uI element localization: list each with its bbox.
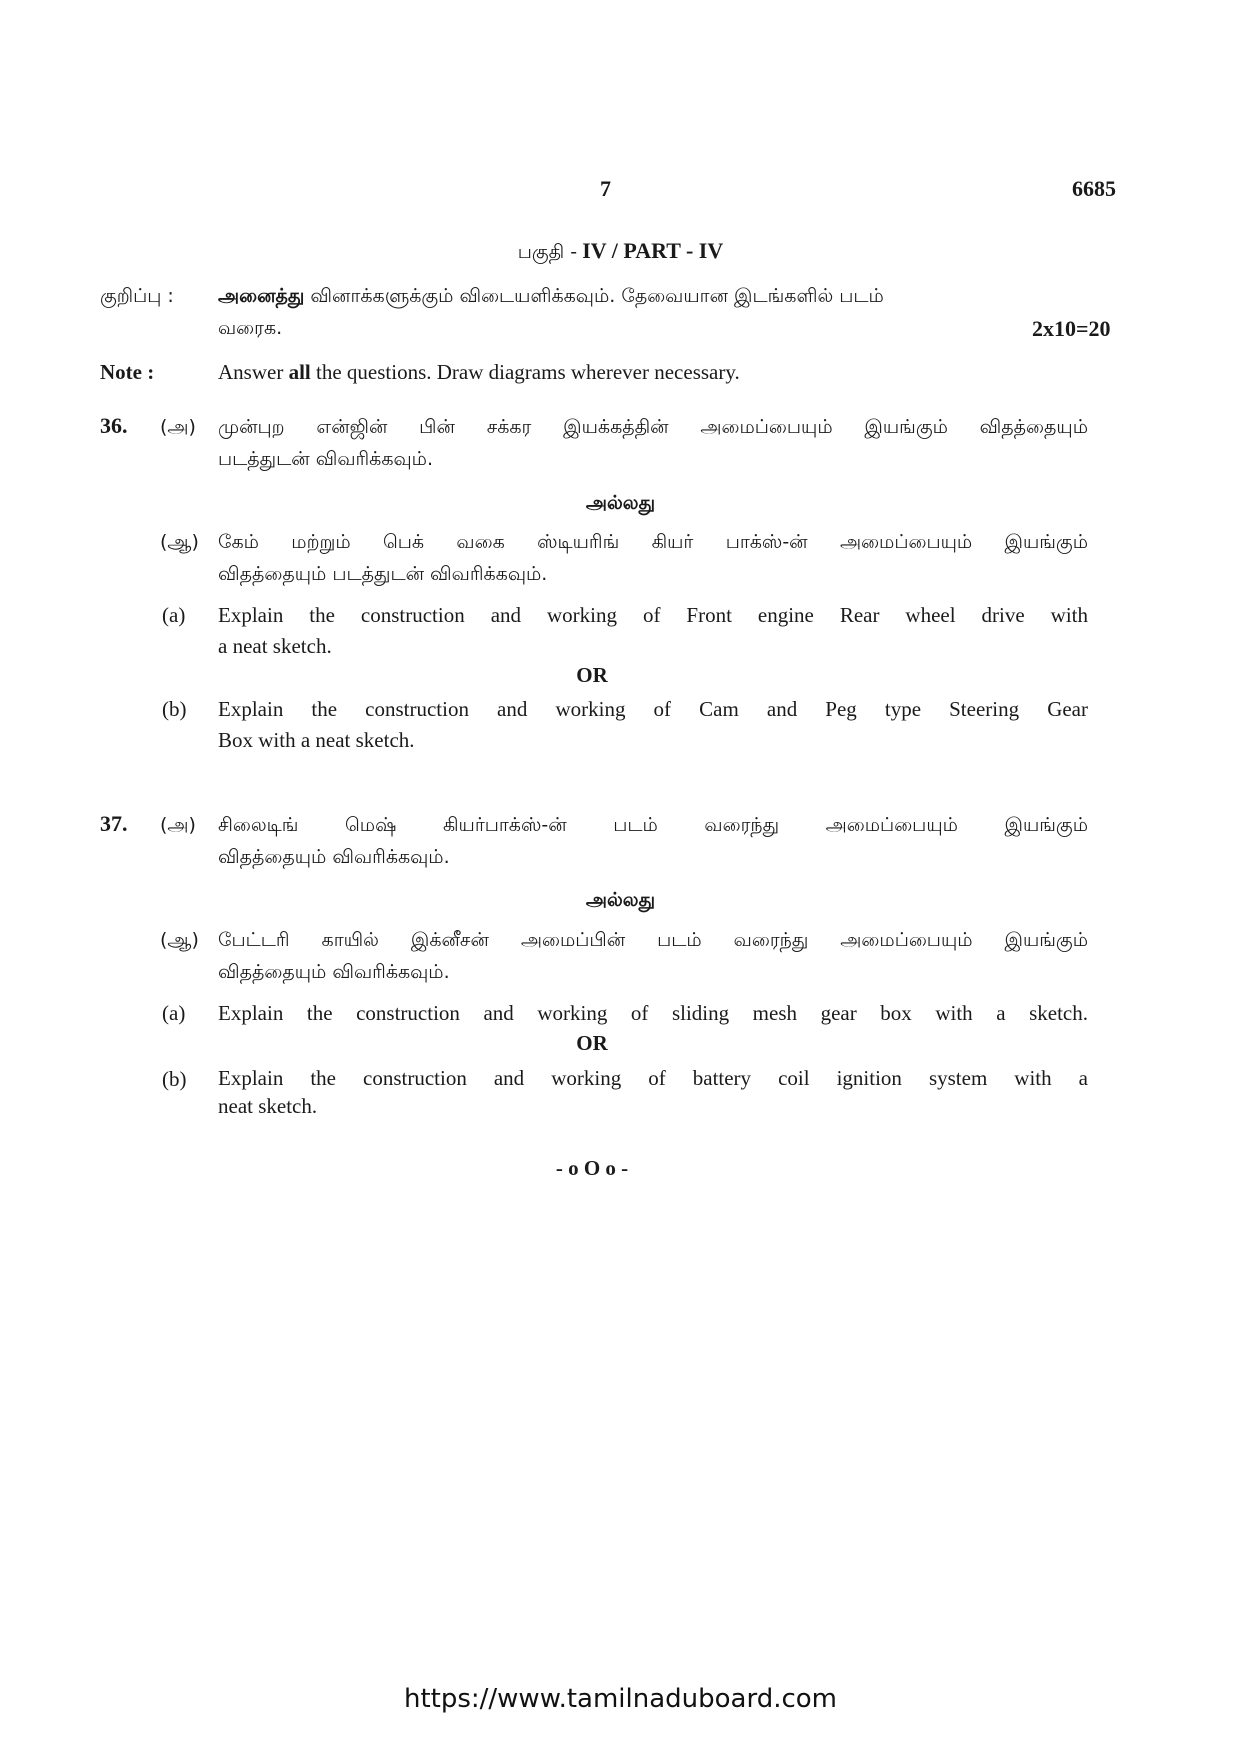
or-tamil: அல்லது (585, 492, 656, 514)
part-title-tamil: பகுதி - (517, 241, 578, 263)
question-text-line: Explain the construction and working of sliding mesh gear box with a sketch. (218, 1001, 1088, 1025)
question-37-english-a (218, 998, 1088, 1029)
option-label: (a) (162, 603, 186, 627)
option-label: (ஆ) (160, 531, 199, 553)
question-36-english-a (218, 600, 1088, 662)
question-text-line: விதத்தையும் படத்துடன் விவரிக்கவும். (218, 563, 548, 585)
question-text-line: படத்துடன் விவரிக்கவும். (218, 448, 433, 470)
paper-code: 6685 (1072, 176, 1116, 201)
question-37-tamil-b (218, 924, 1088, 988)
note-tamil-bold: அனைத்து (218, 285, 305, 307)
question-text-line: விதத்தையும் விவரிக்கவும். (218, 961, 450, 983)
question-number: 37. (100, 811, 128, 836)
option-label: (அ) (160, 814, 196, 836)
note-tamil-line1 (218, 280, 1078, 312)
option-label: (b) (162, 1067, 187, 1091)
question-text-line: neat sketch. (218, 1094, 318, 1118)
or-tamil: அல்லது (585, 889, 656, 911)
note-tamil-label: குறிப்பு : (100, 285, 174, 307)
option-label: (அ) (160, 416, 196, 438)
option-label: (b) (162, 697, 187, 721)
question-36-tamil-b (218, 526, 1088, 590)
question-text-line: கேம் மற்றும் பெக் வகை ஸ்டியரிங் கியர் பாக்ஸ்-ன் அமைப்பையும் இயங்கும் (218, 531, 1088, 553)
question-text-line: முன்புற என்ஜின் பின் சக்கர இயக்கத்தின் அமைப்பையும் இயங்கும் விதத்தையும் (218, 416, 1088, 438)
question-36-english-b (218, 694, 1088, 756)
question-text-line: Explain the construction and working of battery coil ignition system with a (218, 1066, 1088, 1090)
note-english-text (218, 357, 740, 388)
note-tamil-line2: வரைக. (218, 317, 283, 339)
or-english: OR (576, 1031, 608, 1055)
question-text-line: சிலைடிங் மெஷ் கியர்பாக்ஸ்-ன் படம் வரைந்து அமைப்பையும் இயங்கும் (218, 814, 1088, 836)
note-english-bold: all (288, 360, 311, 384)
question-text-line: Box with a neat sketch. (218, 728, 415, 752)
question-37-english-b (218, 1064, 1088, 1120)
option-label: (ஆ) (160, 929, 199, 951)
note-english-label: Note : (100, 360, 155, 384)
question-text-line: a neat sketch. (218, 634, 332, 658)
question-text-line: Explain the construction and working of Front engine Rear wheel drive with (218, 603, 1088, 627)
page-number: 7 (600, 176, 611, 201)
part-title-english: IV / PART - IV (582, 238, 724, 263)
note-english-after: the questions. Draw diagrams wherever necessary. (316, 360, 740, 384)
marks-allocation: 2x10=20 (1032, 316, 1111, 341)
question-36-tamil-a (218, 411, 1088, 475)
or-english: OR (576, 663, 608, 687)
note-tamil-text: வினாக்களுக்கும் விடையளிக்கவும். தேவையான இடங்களில் படம் (310, 285, 884, 307)
option-label: (a) (162, 1001, 186, 1025)
footer-url[interactable]: https://www.tamilnaduboard.com (403, 1684, 838, 1714)
question-text-line: பேட்டரி காயில் இக்னீசன் அமைப்பின் படம் வரைந்து அமைப்பையும் இயங்கும் (218, 929, 1088, 951)
question-37-tamil-a (218, 809, 1088, 873)
part-title (0, 238, 1241, 266)
note-english-before: Answer (218, 360, 284, 384)
question-text-line: விதத்தையும் விவரிக்கவும். (218, 846, 450, 868)
question-text-line: Explain the construction and working of Cam and Peg type Steering Gear (218, 697, 1088, 721)
end-mark: - o O o - (555, 1156, 629, 1180)
question-number: 36. (100, 413, 128, 438)
